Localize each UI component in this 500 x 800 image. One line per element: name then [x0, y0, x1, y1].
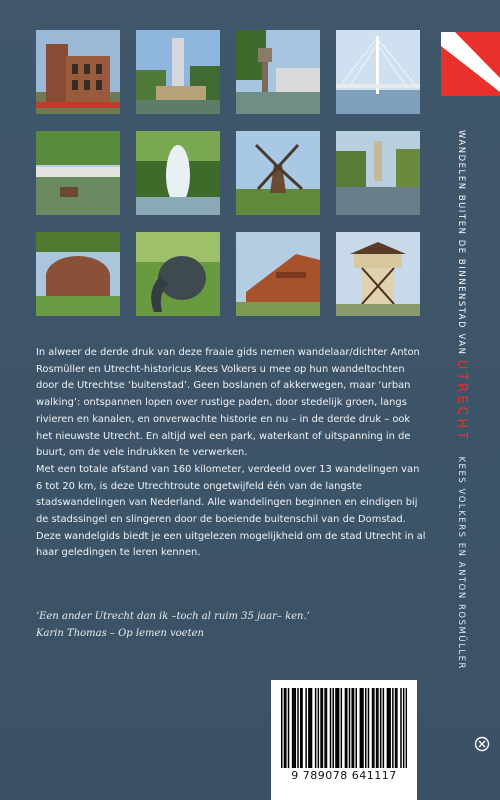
description-paragraph: Met een totale afstand van 160 kilometer, verdeeld over 13 wandelingen van 6 tot 20 km, is deze Utrechtroute ongetwijfeld één van de langste stadswandelingen van Nederland. Alle wandelingen beginnen en eindigen bij de stadssingel en slingeren door de boeiende buitenschil van de Domstad. — [36, 463, 420, 526]
spine-title-prefix: WANDELEN BUITEN DE BINNENSTAD VAN — [457, 130, 467, 356]
spine-title-city: UTRECHT — [454, 359, 469, 443]
photo-rust-building — [236, 232, 320, 316]
photo-fountain — [136, 131, 220, 215]
spine-title — [452, 130, 472, 670]
photo-water-tower — [236, 30, 320, 114]
barcode-bars — [281, 688, 407, 768]
quote-block — [36, 608, 428, 642]
spine-authors: KEES VOLKERS EN ANTON ROSMÜLLER — [457, 456, 467, 670]
photo-park-bridge — [36, 131, 120, 215]
utrecht-flag-logo — [441, 32, 500, 96]
photo-city-reflection — [336, 131, 420, 215]
photo-round-building — [36, 232, 120, 316]
circled-x-icon — [474, 736, 490, 752]
photo-tower-canal — [136, 30, 220, 114]
isbn-barcode — [271, 680, 417, 800]
photo-cable-bridge — [336, 30, 420, 114]
photo-windmill — [236, 131, 320, 215]
description-paragraph: Deze wandelgids biedt je een uitgelezen mogelijkheid om de stad Utrecht in al haar geledingen te leren kennen. — [36, 530, 426, 559]
description-text — [36, 345, 428, 562]
isbn-number: 9 789078 641117 — [291, 769, 397, 782]
quote-attribution: Karin Thomas – Op lemen voeten — [36, 628, 204, 639]
description-paragraph: In alweer de derde druk van deze fraaie gids nemen wandelaar/dichter Anton Rosmüller en Utrecht-historicus Kees Volkers u mee op hun wandeltochten door de Utrechtse ‘buitenstad’. Geen boslanen of akkerwegen, maar ‘urban walking’: ontspannen lopen over rustige paden, door stedelijk groen, langs rivieren en kanalen, en onverwachte historie en nu – in de derde druk – ook het nieuwste Utrecht. En altijd wel een park, waterkant of uitspanning in de buurt, om de vele indrukken te verwerken. — [36, 347, 420, 459]
photo-elephant-sculpture — [136, 232, 220, 316]
photo-wooden-watchtower — [336, 232, 420, 316]
quote-text: ‘Een ander Utrecht dan ik –toch al ruim 35 jaar– ken.’ — [36, 611, 310, 622]
photo-brick-building — [36, 30, 120, 114]
photo-grid — [36, 30, 420, 316]
